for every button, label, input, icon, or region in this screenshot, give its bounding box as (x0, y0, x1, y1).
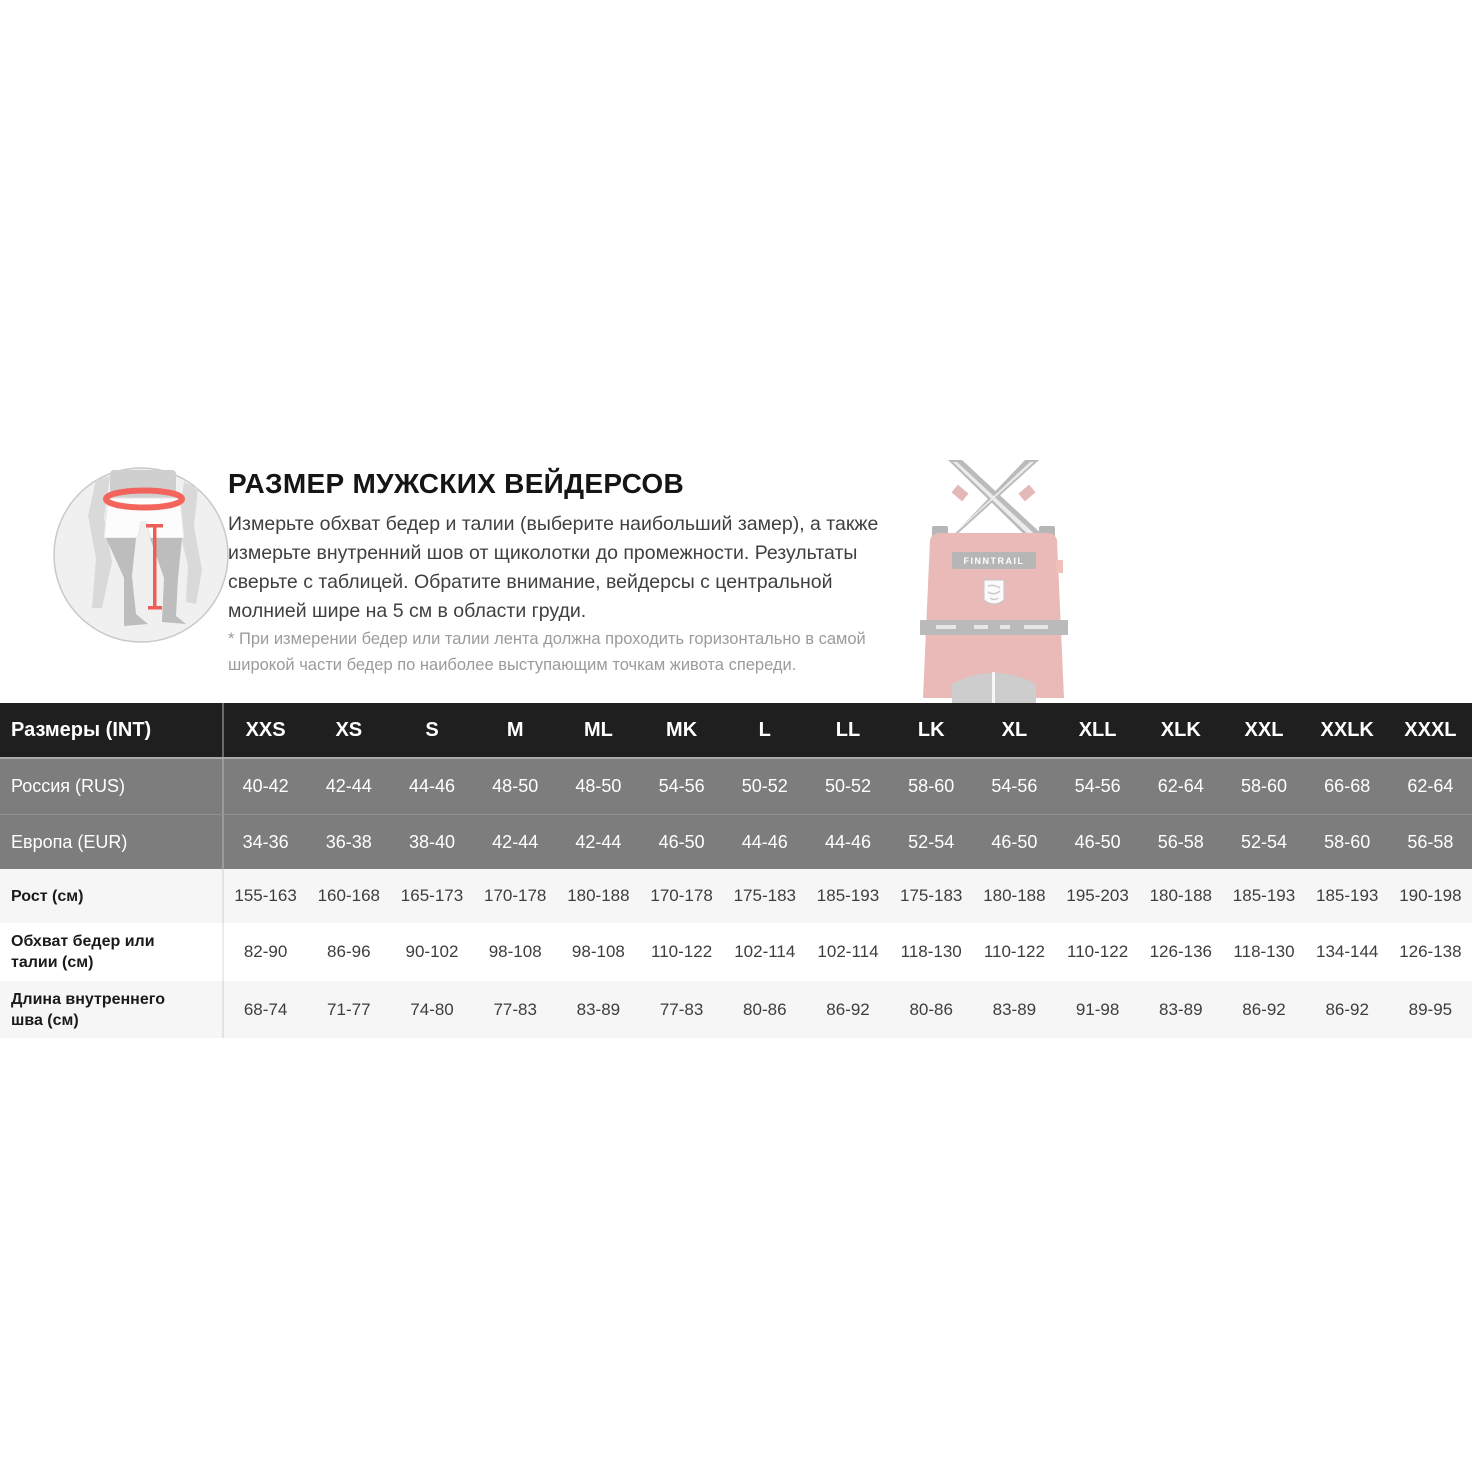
table-cell: 46-50 (1074, 831, 1121, 852)
column-header: XXXL (1404, 718, 1457, 741)
table-cell: 83-89 (1159, 999, 1203, 1019)
waders-brand-label: FINNTRAIL (963, 556, 1025, 566)
table-row (0, 923, 1472, 981)
table-cell: 38-40 (408, 831, 456, 852)
column-header: XXL (1244, 718, 1284, 741)
table-cell: 86-96 (327, 942, 371, 961)
table-cell: 62-64 (1157, 776, 1204, 796)
table-cell: 118-130 (1233, 942, 1295, 961)
table-cell: 110-122 (983, 942, 1045, 961)
table-cell: 54-56 (1074, 776, 1121, 796)
table-cell: 74-80 (410, 999, 454, 1019)
table-cell: 118-130 (900, 942, 962, 961)
table-cell: 110-122 (1067, 942, 1129, 961)
table-cell: 48-50 (492, 776, 539, 796)
table-cell: 170-178 (650, 886, 713, 905)
table-cell: 42-44 (325, 776, 372, 796)
table-cell: 80-86 (743, 999, 787, 1019)
table-cell: 42-44 (575, 831, 622, 852)
table-row (0, 869, 1472, 923)
table-cell: 98-108 (571, 942, 625, 961)
column-header: ML (583, 718, 613, 741)
table-cell: 126-136 (1149, 942, 1212, 961)
column-header: M (506, 718, 524, 741)
table-cell: 126-138 (1399, 942, 1462, 961)
legs-measure-icon (52, 466, 230, 644)
table-cell: 86-92 (826, 999, 870, 1019)
table-cell: 50-52 (741, 776, 788, 796)
table-row (0, 814, 1472, 869)
table-cell: 54-56 (658, 776, 705, 796)
table-cell: 46-50 (658, 831, 705, 852)
row-label: Рост (см) (0, 869, 224, 923)
column-header: XLK (1160, 718, 1201, 741)
measurement-instructions: Измерьте обхват бедер и талии (выберите наибольший замер), а также измерьте внутренний шов от щиколотки до промежности. Результаты сверьте с таблицей. Обратите внимание, вейдерсы с центральной молнией шире на 5 см в области груди. (228, 513, 879, 622)
table-cell: 44-46 (741, 831, 788, 852)
table-cell: 80-86 (909, 999, 953, 1019)
table-cell: 134-144 (1316, 942, 1379, 961)
table-cell: 54-56 (991, 776, 1038, 796)
column-header: MK (666, 718, 698, 741)
row-label: Россия (RUS) (0, 759, 224, 814)
table-cell: 86-92 (1242, 999, 1286, 1019)
table-cell: 86-92 (1325, 999, 1369, 1019)
table-cell: 83-89 (576, 999, 621, 1019)
row-label: Европа (EUR) (0, 815, 224, 869)
column-header: L (758, 718, 771, 741)
table-cell: 42-44 (492, 831, 539, 852)
measurement-footnote: * При измерении бедер или талии лента должна проходить горизонтально в самой широкой части бедер по наиболее выступающим точкам живота спереди. (228, 630, 866, 674)
table-cell: 48-50 (575, 776, 622, 796)
measurement-illustration (52, 466, 230, 644)
table-cell: 185-193 (816, 886, 880, 905)
table-cell: 185-193 (1232, 886, 1296, 905)
table-cell: 82-90 (243, 942, 288, 961)
table-cell: 180-188 (567, 886, 630, 905)
table-header-row (0, 703, 1472, 757)
table-cell: 90-102 (405, 942, 459, 961)
row-label: Обхват бедер или талии (см) (0, 923, 224, 981)
table-cell: 185-193 (1316, 886, 1379, 905)
column-header: XXLK (1320, 718, 1374, 741)
table-cell: 52-54 (1240, 831, 1288, 852)
table-cell: 110-122 (651, 942, 713, 961)
table-cell: 44-46 (824, 831, 872, 852)
column-header: XL (1001, 718, 1028, 741)
table-cell: 180-188 (983, 886, 1046, 905)
waders-icon (896, 460, 1091, 703)
column-header: XXS (245, 718, 286, 741)
table-cell: 58-60 (1240, 776, 1288, 796)
table-cell: 40-42 (242, 776, 289, 796)
corner-label: Размеры (INT) (0, 703, 224, 757)
table-cell: 190-198 (1399, 886, 1462, 905)
table-cell: 52-54 (908, 831, 955, 852)
table-row (0, 757, 1472, 814)
page-title: РАЗМЕР МУЖСКИХ ВЕЙДЕРСОВ (228, 468, 685, 499)
table-cell: 195-203 (1066, 886, 1129, 905)
table-cell: 58-60 (1324, 831, 1371, 852)
table-cell: 77-83 (493, 999, 537, 1019)
table-cell: 68-74 (243, 999, 288, 1019)
table-cell: 180-188 (1149, 886, 1212, 905)
table-cell: 56-58 (1157, 831, 1204, 852)
table-cell: 34-36 (242, 831, 289, 852)
column-header: LK (917, 718, 945, 741)
table-cell: 175-183 (900, 886, 963, 905)
table-cell: 89-95 (1408, 999, 1453, 1019)
column-header: XLL (1078, 718, 1117, 741)
table-cell: 102-114 (817, 942, 879, 961)
table-cell: 50-52 (824, 776, 872, 796)
table-cell: 160-168 (317, 886, 380, 905)
column-header: XS (335, 718, 363, 741)
row-label: Длина внутреннего шва (см) (0, 981, 224, 1038)
table-cell: 98-108 (488, 942, 542, 961)
column-header: LL (835, 718, 861, 741)
table-cell: 170-178 (484, 886, 547, 905)
table-cell: 102-114 (734, 942, 796, 961)
table-cell: 91-98 (1075, 999, 1120, 1019)
table-cell: 66-68 (1324, 776, 1371, 796)
table-cell: 62-64 (1407, 776, 1454, 796)
table-row (0, 981, 1472, 1038)
waders-product-image (896, 460, 1091, 703)
table-cell: 77-83 (659, 999, 704, 1019)
table-cell: 36-38 (325, 831, 372, 852)
table-cell: 56-58 (1407, 831, 1454, 852)
table-cell: 175-183 (733, 886, 796, 905)
table-cell: 58-60 (908, 776, 955, 796)
table-cell: 155-163 (234, 886, 297, 905)
table-cell: 71-77 (327, 999, 371, 1019)
column-header: S (425, 718, 439, 741)
table-cell: 44-46 (408, 776, 456, 796)
table-cell: 165-173 (400, 886, 464, 905)
table-cell: 46-50 (991, 831, 1038, 852)
table-cell: 83-89 (992, 999, 1037, 1019)
size-table (0, 703, 1472, 1038)
